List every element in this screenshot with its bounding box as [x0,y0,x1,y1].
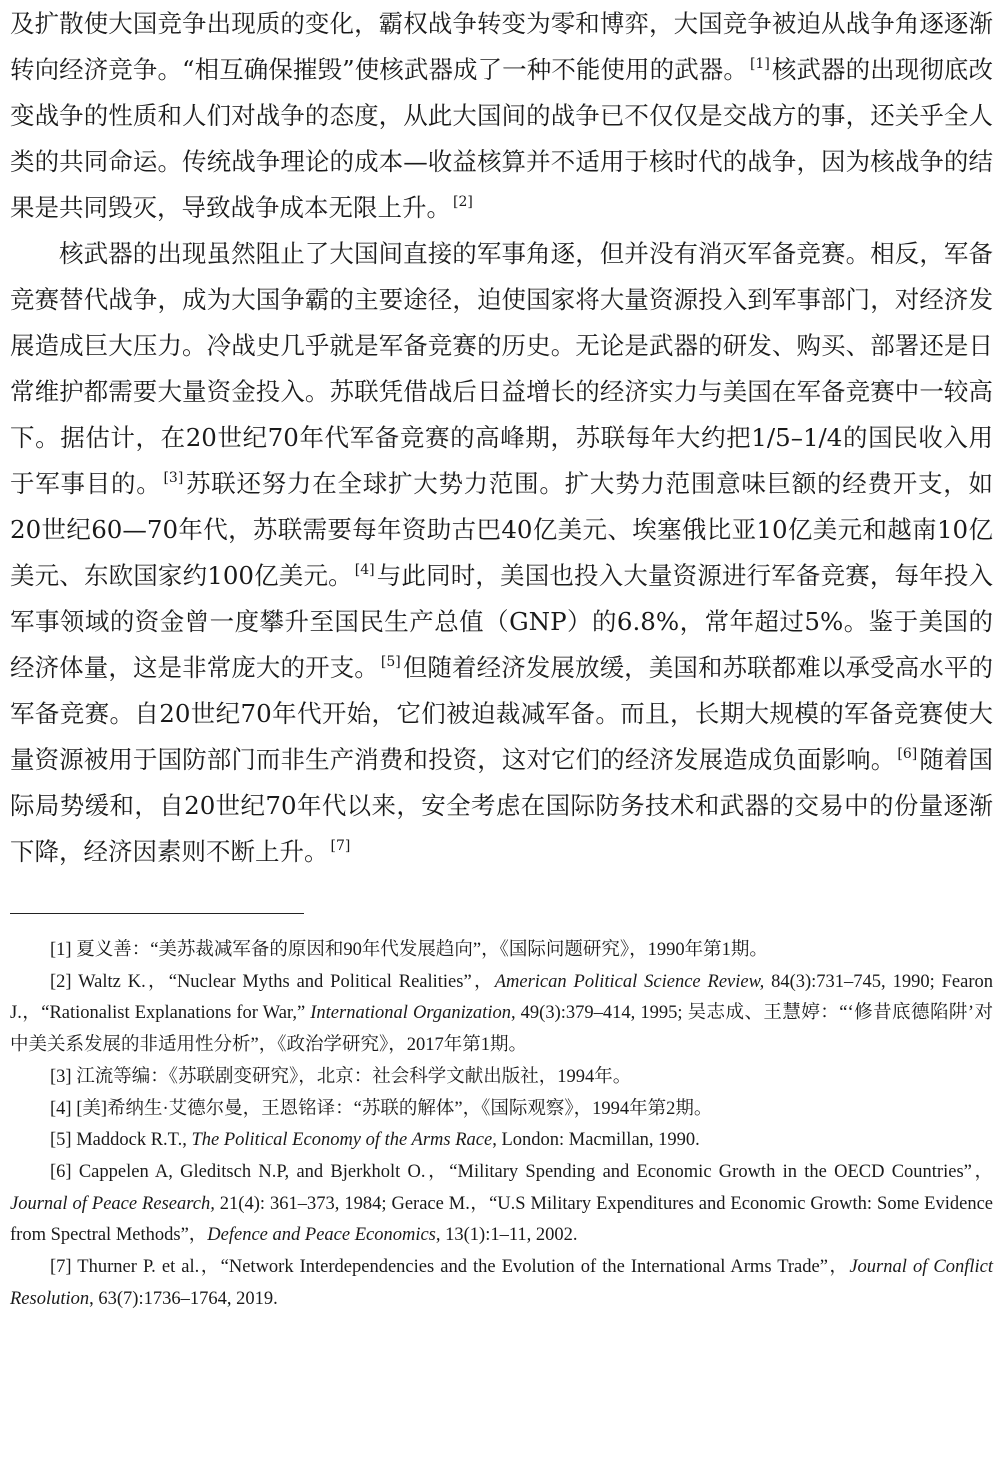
footnote-5 [10,1125,993,1157]
footnote-7 [10,1252,993,1315]
footnote-text: , 49(3):379–414, 1995; 吴志成、王慧婷：“‘修昔底德陷阱’对中美关系发展的非适用性分析”，《政治学研究》，2017年第1期。 [10,1003,993,1056]
footnote-journal: Defence and Peace Economics [207,1225,436,1246]
footnote-1 [10,935,993,967]
footnote-2 [10,967,993,1062]
footnote-ref[interactable]: [6] [897,746,918,762]
paragraph-text: 与此同时，美国也投入大量资源进行军备竞赛，每年投入军事领域的资金曾一度攀升至国民生产总值（GNP）的6.8%，常年超过5%。鉴于美国的经济体量，这是非常庞大的开支。 [10,561,993,682]
footnote-6 [10,1157,993,1252]
footnote-ref[interactable]: [2] [453,194,473,210]
paragraph-text: 核武器的出现虽然阻止了大国间直接的军事角逐，但并没有消灭军备竞赛。相反，军备竞赛替代战争，成为大国争霸的主要途径，迫使国家将大量资源投入到军事部门，对经济发展造成巨大压力。冷战史几乎就是军备竞赛的历史。无论是武器的研发、购买、部署还是日常维护都需要大量资金投入。苏联凭借战后日益增长的经济实力与美国在军备竞赛中一较高下。据估计，在20世纪70年代军备竞赛的高峰期，苏联每年大约把1/5–1/4的国民收入用于军事目的。 [10,239,993,498]
paragraph-text: 苏联还努力在全球扩大势力范围。扩大势力范围意味巨额的经费开支，如20世纪60—70年代，苏联需要每年资助古巴40亿美元、埃塞俄比亚10亿美元和越南10亿美元、东欧国家约100亿美元。 [10,469,994,590]
footnote-3 [10,1062,993,1094]
footnote-text: , 13(1):1–11, 2002. [435,1225,578,1246]
footnote-text: [6] Cappelen A, Gleditsch N.P, and Bjerkholt O.，“Military Spending and Economic Growth in the OECD Countries”， [50,1161,993,1182]
footnote-text: [1] 夏义善：“美苏裁减军备的原因和90年代发展趋向”，《国际问题研究》，1990年第1期。 [50,940,768,960]
footnote-journal: American Political Science Review, [494,971,765,992]
footnote-text: 84(3):731–745, 1990; Fearon J.，“Rationalist Explanations for War,” [10,971,993,1024]
paragraph-text: 核武器的出现彻底改变战争的性质和人们对战争的态度，从此大国间的战争已不仅仅是交战方的事，还关乎全人类的共同命运。传统战争理论的成本—收益核算并不适用于核时代的战争，因为核战争的结果是共同毁灭，导致战争成本无限上升。 [10,55,993,222]
footnote-text: 21(4): 361–373, 1984; Gerace M.，“U.S Military Expenditures and Economic Growth: Some Evidence from Spectral Methods”， [10,1193,993,1246]
footnote-journal: Journal of Peace Research, [10,1193,215,1214]
footnote-ref[interactable]: [7] [330,838,351,854]
footnote-ref[interactable]: [4] [354,562,375,578]
footnote-text: [7] Thurner P. et al.，“Network Interdependencies and the Evolution of the International Arms Trade”， [50,1257,850,1278]
footnote-ref[interactable]: [3] [163,470,184,486]
paragraph-text: 但随着经济发展放缓，美国和苏联都难以承受高水平的军备竞赛。自20世纪70年代开始，它们被迫裁减军备。而且，长期大规模的军备竞赛使大量资源被用于国防部门而非生产消费和投资，这对它们的经济发展造成负面影响。 [10,653,993,774]
footnote-text: , 63(7):1736–1764, 2019. [89,1288,278,1309]
footnote-ref[interactable]: [1] [749,56,770,72]
paragraph-text: 及扩散使大国竞争出现质的变化，霸权战争转变为零和博弈，大国竞争被迫从战争角逐逐渐转向经济竞争。“相互确保摧毁”使核武器成了一种不能使用的武器。 [10,9,993,84]
footnotes [10,935,993,1315]
paragraph-text: 随着国际局势缓和，自20世纪70年代以来，安全考虑在国际防务技术和武器的交易中的份量逐渐下降，经济因素则不断上升。 [10,745,993,866]
footnote-book-title: The Political Economy of the Arms Race [191,1130,493,1151]
footnote-text: [4] [美]希纳生·艾德尔曼，王恩铭译：“苏联的解体”，《国际观察》，1994年第2期。 [50,1098,713,1119]
paragraph-1 [10,1,993,231]
footnote-text: [2] Waltz K.，“Nuclear Myths and Political Realities”， [50,971,495,992]
footnote-ref[interactable]: [5] [380,654,401,670]
footnote-journal: International Organization [310,1003,511,1024]
footnote-text: [5] Maddock R.T., [50,1130,192,1151]
footnote-text: [3] 江流等编：《苏联剧变研究》，北京：社会科学文献出版社，1994年。 [50,1066,632,1087]
footnote-journal: Journal of Conflict Resolution [10,1257,994,1309]
paragraph-2 [10,231,993,875]
footnote-text: , London: Macmillan, 1990. [492,1130,700,1151]
footnote-4 [10,1094,993,1126]
main-text [10,0,993,875]
footnote-divider [10,913,304,914]
